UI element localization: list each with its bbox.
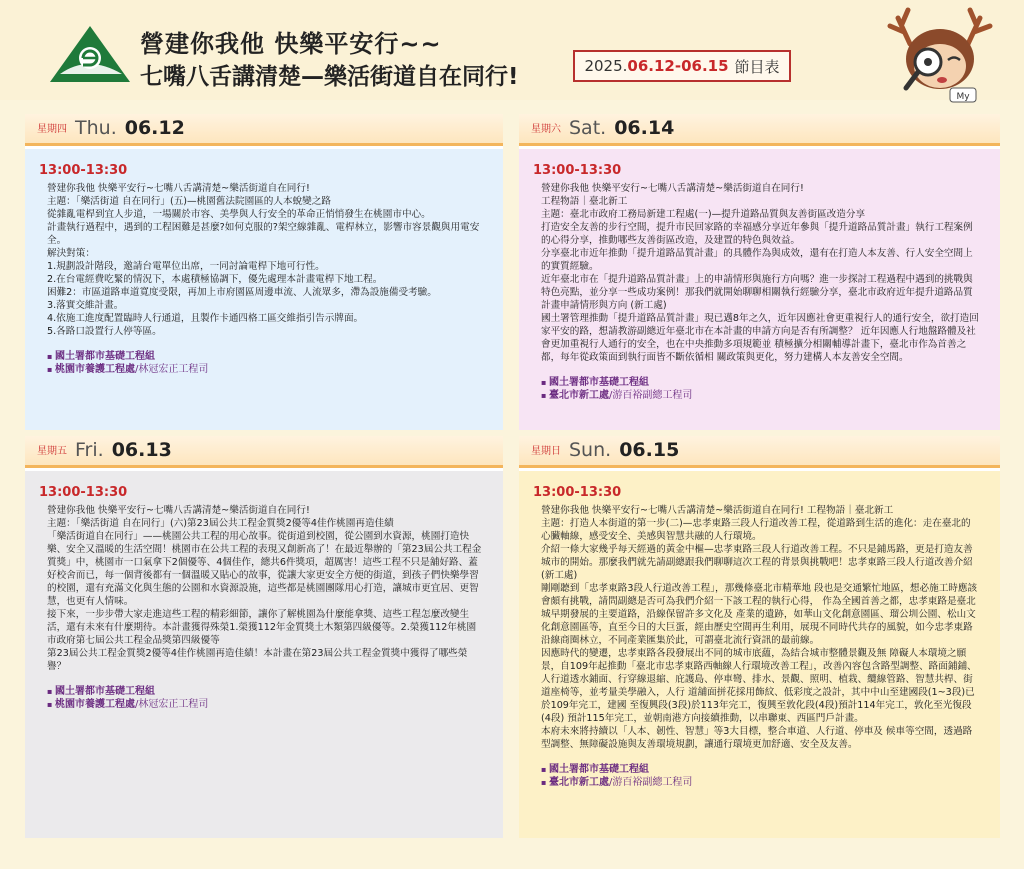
weekday-zh: 星期四 (37, 124, 67, 135)
org-item (47, 350, 489, 363)
program-content: 營建你我他 快樂平安行~七嘴八舌講清楚~樂活街道自在同行! 工程物語｜臺北新工 主題：打造人本街道的第一步(二)—忠孝東路三段人行道改善工程，從道路到生活的進化：走在臺北的心臟軸線，感受安全、美感與智慧共融的人行環境。 介紹一條大家幾乎每天經過的黃金中樞—忠孝東路三段人行道改善工程。不只是鋪馬路，更是打造友善城市的開始。那麼我們就先請副總跟我們聊聊這次工程的背景與挑戰吧！忠孝東路三段人行道改善介紹 (新工處) 剛剛聽到「忠孝東路3段人行道改善工程」，那幾條臺北市精華地 段也是交通繁忙地區，想必施工時應該會頗有挑戰，請問副總是否可為我們介紹一下該工程的執行心得， 作為全國首善之都，忠孝東路是臺北城早期發展的主要道路，沿線保留許多文化及 產業的遺跡，如華山文化創意園區、瑠公圳公園、松山文化創意園區等，直至今日的大巨蛋，經由歷史空間再生利用，展現不同時代共存的風貌，如今忠孝東路沿線商圈林立，不同產業匯集於此，可謂臺北流行資訊的最前線。 因應時代的變遷，忠孝東路各段發展出不同的城市底蘊，為結合城市整體景觀及無 障礙人本環境之願景，自109年起推動「臺北市忠孝東路西軸線人行環境改善工程」，改善內容包含路型調整、路面鋪鋪、人行道透水鋪面、行穿線退縮、庇護島、停車彎、排水、景觀、照明、植栽、纜線管路、智慧共桿、街道座椅等，並考量美學融入，人行 道舖面拼花採用飾紋、低彩度之設計，其中中山至建國段(1~3段)已於109年完工，建國 至復興段(3段)於113年完工，復興至敦化段(4段)預計114年完工，敦化至光復段(4段) 預計115年完工，並朝南港方向接續推動，以串聯東、西區門戶計畫。 本府未來將持續以「人本、韌性、智慧」等3大目標，整合車道、人行道、停車及 候車等空間，透過路型調整、無障礙設施與友善環境規劃，讓通行環境更加舒適、安全及友善。 (541, 505, 978, 750)
weekday-zh: 星期五 (37, 446, 67, 457)
day-card-thu (25, 114, 503, 430)
day-card-body (25, 149, 503, 430)
date-range: 06.12-06.15 (627, 57, 729, 75)
program-time: 13:00-13:30 (533, 163, 622, 178)
org-list (39, 685, 489, 711)
program-time: 13:00-13:30 (39, 163, 128, 178)
agency-logo-icon (48, 24, 132, 84)
day-card-fri (25, 436, 503, 838)
org-name: 國土署都市基礎工程組 (549, 764, 649, 775)
org-name: 桃園市養護工程處 (55, 364, 135, 375)
org-person: /林冠宏正工程司 (135, 699, 209, 710)
program-content: 營建你我他 快樂平安行~七嘴八舌講清楚~樂活街道自在同行! 主題：「樂活街道 自在同行」(五)—桃園舊法院園區的人本蛻變之路 從雜亂電桿到宜人步道，一場關於市容、美學與人行安全的革命正悄悄發生在桃園市中心。 計畫執行過程中，遇到的工程困難是甚麼?如何克服的?架空線雜亂、電桿林立，影響市容景觀與用電安全。 解決對策： 1.規劃設計階段，邀請台電單位出席，一同討論電桿下地可行性。 2.在台電經費吃緊的情況下，本處積極協調下，優先處理本計畫電桿下地工程。 困難2：市區道路車道寬度受限，再加上市府園區周邊車流、人流眾多，滯為設施備受考驗。 3.落實交維計畫。 4.依施工進度配置臨時人行通道，且製作卡通四格工區交維指引告示牌面。 5.各路口設置行人停等區。 (47, 183, 480, 337)
program-content: 營建你我他 快樂平安行~七嘴八舌講清楚~樂活街道自在同行! 工程物語｜臺北新工 主題：臺北市政府工務局新建工程處(一)—提升道路品質與友善街區改造分享 打造安全友善的步行空間，提升市民回家路的幸福感分享近年參與「提升道路品質計畫」執行工程案例的心得分享，推動哪些友善街區改造，及建置的特色與效益。 分享臺北市近年推動「提升道路品質計畫」的具體作為與成效，還有在打造人本友善、行人安全空間上的實質經驗。 近年臺北市在「提升道路品質計畫」上的申請情形與施行方向嗎？進一步探討工程過程中遇到的挑戰與特色亮點，並分享一些成功案例！那我們就開始聊聊相關執行經驗分享，臺北市政府近年提升道路品質計畫申請情形與方向 (新工處) 國土署管理推動「提升道路品質計畫」現已邁8年之久，近年因應社會更重視行人的通行安全，欲打造回家平安的路，想請教游副總近年臺北市在本計畫的申請方向是否有所調整？ 近年因應人行地盤路體及社會更加重視行人通行的安全，也在中央推動多項規範並 積極擴分相關輔導計畫下，臺北市作為首善之都，每年從政策面到執行面皆不斷依循相 關政策與更化，努力建構人本友善安全空間。 (541, 183, 979, 363)
org-person: /游百裕副總工程司 (609, 777, 693, 788)
org-list (533, 376, 986, 402)
weekday-en: Sun. (569, 439, 612, 461)
org-person: /游百裕副總工程司 (609, 390, 693, 401)
mascot-badge: My (956, 92, 970, 102)
date-year: 2025. (584, 57, 628, 75)
deer-mascot-icon (880, 4, 1000, 104)
org-name: 臺北市新工處 (549, 390, 609, 401)
day-card-body (25, 471, 503, 838)
day-date: 06.15 (619, 439, 680, 461)
date-suffix: 節目表 (734, 57, 780, 76)
org-name: 桃園市養護工程處 (55, 699, 135, 710)
org-list (39, 350, 489, 376)
org-list (533, 763, 986, 789)
org-item (541, 389, 986, 402)
page-title-line2: 七嘴八舌講清楚—樂活街道自在同行! (140, 64, 519, 90)
org-item (541, 376, 986, 389)
page-title-line1: 營建你我他 快樂平安行~~ (140, 30, 442, 58)
org-item (541, 763, 986, 776)
program-time: 13:00-13:30 (39, 485, 128, 500)
day-card-header (519, 436, 1000, 468)
program-content: 營建你我他 快樂平安行~七嘴八舌講清楚~樂活街道自在同行! 主題：「樂活街道 自在同行」(六)第23屆公共工程金質獎2優等4佳作桃園再造佳績 「樂活街道自在同行」——桃園公共工程的用心故事。從街道到校園，從公園到水資源，桃園打造快樂、安全又溫暖的生活空間！桃園市在公共工程的表現又創新高了！在最近舉辦的「第23屆公共工程金質獎」中，桃園市一口氣拿下2個優等、4個佳作，總共6件獎項，超厲害！這些工程不只是舖好路、蓋好校舍而已，每一個背後都有一個溫暖又貼心的故事，從讓大家更安全方便的街道，到孩子們快樂學習的校園，還有充滿文化與生態的公園和水資源設施，這些都是桃園團隊用心打造，讓城市更宜居、更智慧，也更有人情味。 接下來，一步步帶大家走進這些工程的精彩細節，讓你了解桃園為什麼能拿獎、這些工程怎麼改變生活，還有未來有什麼期待。本計畫獲得殊榮1.榮獲112年金質獎土木類第四級優等。2.榮獲112年桃園市政府第七屆公共工程金品獎第四級優等 第23屆公共工程金質獎2優等4佳作桃園再造佳績！本計畫在第23屆公共工程金質獎中獲得了哪些榮譽？ (47, 505, 482, 672)
org-name: 國土署都市基礎工程組 (55, 686, 155, 697)
org-name: 臺北市新工處 (549, 777, 609, 788)
weekday-en: Fri. (75, 439, 104, 461)
day-card-header (25, 436, 503, 468)
day-card-header (25, 114, 503, 146)
weekday-zh: 星期六 (531, 124, 561, 135)
day-card-body (519, 471, 1000, 838)
org-name: 國土署都市基礎工程組 (55, 351, 155, 362)
day-card-sat (519, 114, 1000, 430)
org-item (47, 698, 489, 711)
day-card-body (519, 149, 1000, 430)
org-item (541, 776, 986, 789)
org-name: 國土署都市基礎工程組 (549, 377, 649, 388)
weekday-en: Sat. (569, 117, 607, 139)
header-banner (0, 0, 1024, 100)
day-card-header (519, 114, 1000, 146)
org-item (47, 363, 489, 376)
org-person: /林冠宏正工程司 (135, 364, 209, 375)
day-date: 06.12 (124, 117, 185, 139)
day-date: 06.13 (111, 439, 172, 461)
day-date: 06.14 (614, 117, 675, 139)
weekday-zh: 星期日 (531, 446, 561, 457)
weekday-en: Thu. (75, 117, 117, 139)
org-item (47, 685, 489, 698)
program-time: 13:00-13:30 (533, 485, 622, 500)
day-card-sun (519, 436, 1000, 838)
schedule-date-box (573, 50, 791, 82)
